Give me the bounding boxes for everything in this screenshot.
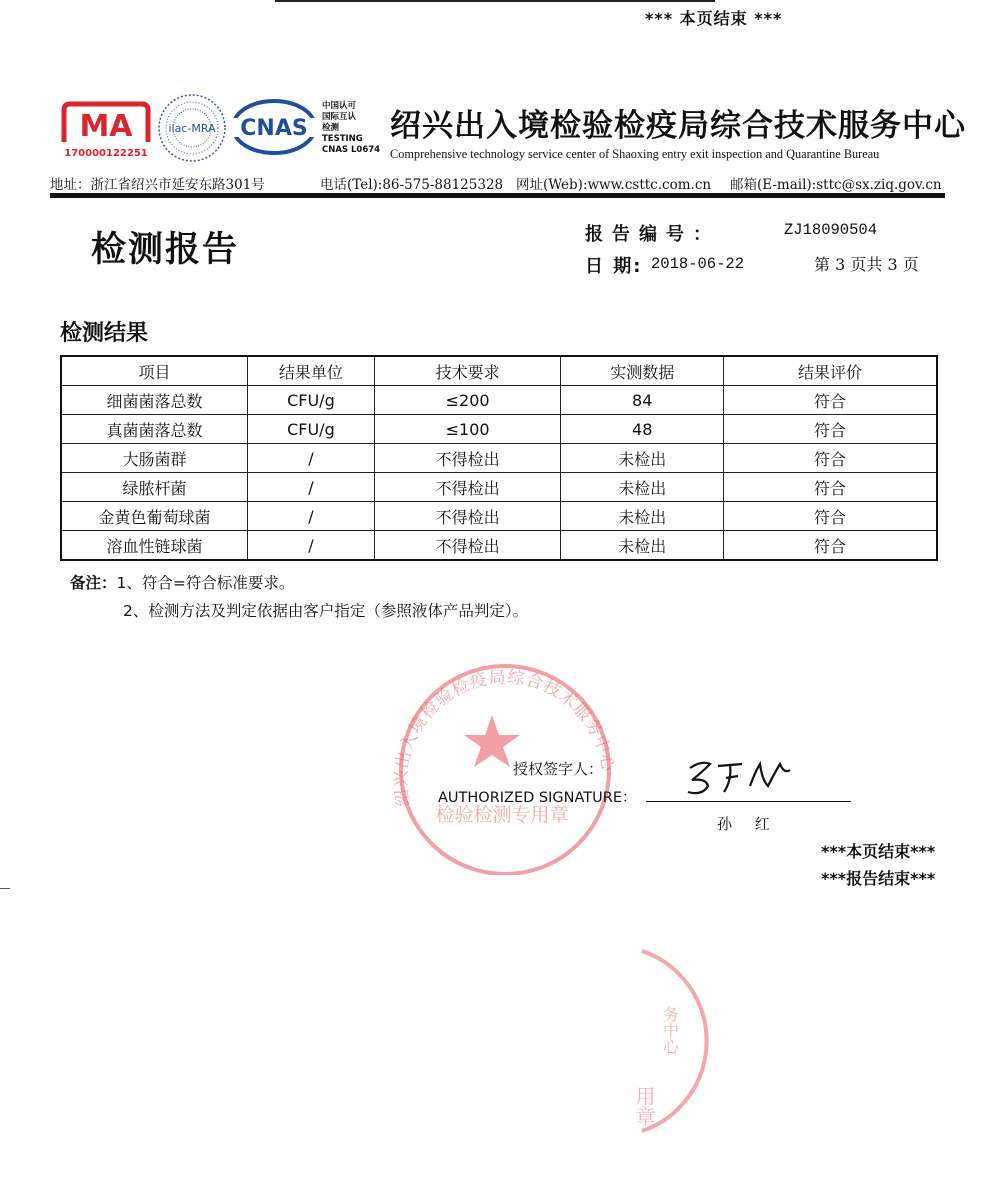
header-item: 项目: [61, 356, 248, 386]
cell-unit: /: [248, 502, 375, 531]
page-info: 第 3 页共 3 页: [814, 255, 919, 274]
results-table: [60, 355, 938, 561]
section-title: 检测结果: [60, 321, 149, 346]
ilac-logo-text: ilac-MRA: [168, 122, 216, 135]
website: 网址(Web):www.csttc.com.cn: [516, 177, 712, 193]
report-date-label: 日 期:: [585, 256, 643, 277]
cell-item: 真菌菌落总数: [61, 415, 248, 444]
cell-requirement: 不得检出: [374, 531, 561, 561]
top-end-mark: *** 本页结束 ***: [645, 9, 783, 28]
end-of-page-mark: ***本页结束***: [821, 842, 936, 861]
header-requirement: 技术要求: [374, 356, 561, 386]
signatory-name: 孙 红: [717, 815, 779, 833]
cell-measured: 未检出: [561, 473, 724, 502]
margin-tick: [0, 888, 10, 889]
report-title: 检测报告: [91, 230, 240, 270]
cell-measured: 84: [561, 386, 724, 415]
cell-item: 大肠菌群: [61, 444, 248, 473]
cell-item: 绿脓杆菌: [61, 473, 248, 502]
note-2: 2、检测方法及判定依据由客户指定（参照液体产品判定）。: [123, 602, 529, 620]
svg-text:检验检测专用章: 检验检测专用章: [435, 804, 569, 826]
header-rule: [50, 193, 945, 198]
cell-requirement: 不得检出: [374, 502, 561, 531]
email: 邮箱(E-mail):sttc@sx.ziq.gov.cn: [730, 177, 942, 193]
notes: [70, 569, 528, 625]
svg-text:务中心: 务中心: [660, 1006, 680, 1054]
cell-unit: /: [248, 473, 375, 502]
table-row: [61, 386, 937, 415]
handwritten-signature-icon: [680, 750, 800, 800]
cell-measured: 48: [561, 415, 724, 444]
report-number-value: ZJ18090504: [784, 221, 878, 239]
phone: 电话(Tel):86-575-88125328: [320, 177, 504, 193]
header-measured: 实测数据: [561, 356, 724, 386]
table-row: [61, 531, 937, 561]
org-name-en: Comprehensive technology service center of Shaoxing entry exit inspection and Quarantine Bureau: [390, 147, 880, 161]
cell-evaluation: 符合: [724, 502, 937, 531]
end-of-report-mark: ***报告结束***: [821, 869, 936, 888]
top-rule: [275, 0, 715, 2]
partial-seal-icon: [632, 946, 722, 1136]
note-1-line: [70, 569, 528, 597]
notes-label: 备注：: [70, 574, 117, 592]
cell-evaluation: 符合: [724, 415, 937, 444]
cnas-logo-text: CNAS: [240, 116, 308, 141]
cell-item: 溶血性链球菌: [61, 531, 248, 561]
cma-logo-icon: [58, 98, 154, 160]
signature-label-en: AUTHORIZED SIGNATURE：: [438, 790, 637, 806]
ma-logo-text: MA: [79, 109, 133, 144]
ma-logo-number: 170000122251: [64, 148, 148, 159]
signature-line: [646, 801, 851, 802]
header-unit: 结果单位: [248, 356, 375, 386]
cell-requirement: ≤100: [374, 415, 561, 444]
cell-requirement: 不得检出: [374, 473, 561, 502]
signature-label-cn: 授权签字人：: [513, 760, 604, 778]
cell-unit: /: [248, 531, 375, 561]
cell-evaluation: 符合: [724, 444, 937, 473]
cell-unit: CFU/g: [248, 415, 375, 444]
cell-requirement: 不得检出: [374, 444, 561, 473]
cell-evaluation: 符合: [724, 531, 937, 561]
cell-item: 细菌菌落总数: [61, 386, 248, 415]
table-row: [61, 473, 937, 502]
cell-measured: 未检出: [561, 444, 724, 473]
svg-text:用章: 用章: [632, 1086, 656, 1126]
cnas-logo-icon: [230, 98, 318, 156]
cell-unit: CFU/g: [248, 386, 375, 415]
address: 地址：浙江省绍兴市延安东路301号: [50, 177, 265, 193]
table-row: [61, 415, 937, 444]
cell-unit: /: [248, 444, 375, 473]
cell-evaluation: 符合: [724, 473, 937, 502]
note-1: 1、符合=符合标准要求。: [116, 574, 295, 592]
table-header-row: [61, 356, 937, 386]
report-number-label: 报告编号：: [585, 224, 720, 245]
cell-measured: 未检出: [561, 502, 724, 531]
ilac-mra-logo-icon: [156, 92, 228, 164]
cell-item: 金黄色葡萄球菌: [61, 502, 248, 531]
cell-requirement: ≤200: [374, 386, 561, 415]
org-name-cn: 绍兴出入境检验检疫局综合技术服务中心: [390, 108, 966, 144]
cnas-caption: 中国认可 国际互认 检测 TESTING CNAS L0674: [322, 101, 381, 155]
cell-measured: 未检出: [561, 531, 724, 561]
table-row: [61, 502, 937, 531]
report-date-value: 2018-06-22: [651, 255, 745, 273]
table-row: [61, 444, 937, 473]
header-evaluation: 结果评价: [724, 356, 937, 386]
svg-text:绍兴出入境检验检疫局综合技术服务中心: 绍兴出入境检验检疫局综合技术服务中心: [391, 667, 618, 808]
cell-evaluation: 符合: [724, 386, 937, 415]
